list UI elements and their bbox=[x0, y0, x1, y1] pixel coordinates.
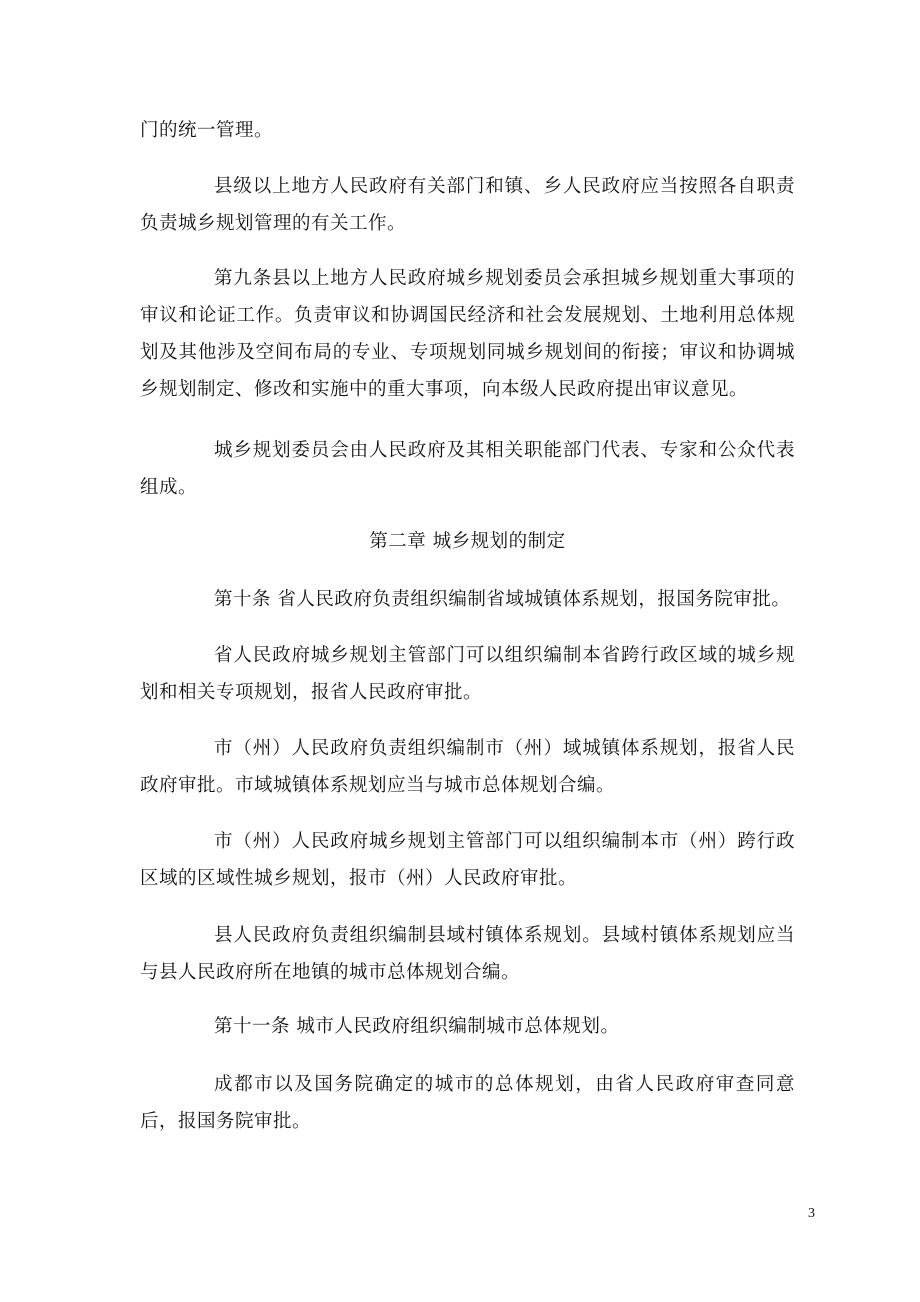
paragraph: 城乡规划委员会由人民政府及其相关职能部门代表、专家和公众代表组成。 bbox=[140, 440, 795, 498]
article-10-paragraph: 第十条 省人民政府负责组织编制省域城镇体系规划，报国务院审批。 bbox=[214, 589, 791, 610]
paragraph: 县级以上地方人民政府有关部门和镇、乡人民政府应当按照各自职责负责城乡规划管理的有关工作。 bbox=[140, 176, 795, 234]
article-9-paragraph: 第九条县以上地方人民政府城乡规划委员会承担城乡规划重大事项的审议和论证工作。负责审议和协调国民经济和社会发展规划、土地利用总体规划及其他涉及空间布局的专业、专项规划同城乡规划间的衔接；审议和协调城乡规划制定、修改和实施中的重大事项，向本级人民政府提出审议意见。 bbox=[140, 268, 795, 400]
paragraph: 省人民政府城乡规划主管部门可以组织编制本省跨行政区域的城乡规划和相关专项规划，报省人民政府审批。 bbox=[140, 645, 795, 703]
paragraph-continuation: 门的统一管理。 bbox=[140, 120, 274, 141]
paragraph: 市（州）人民政府城乡规划主管部门可以组织编制本市（州）跨行政区域的区域性城乡规划，报市（州）人民政府审批。 bbox=[140, 831, 795, 889]
paragraph: 市（州）人民政府负责组织编制市（州）域城镇体系规划，报省人民政府审批。市域城镇体系规划应当与城市总体规划合编。 bbox=[140, 738, 795, 796]
paragraph: 县人民政府负责组织编制县域村镇体系规划。县域村镇体系规划应当与县人民政府所在地镇的城市总体规划合编。 bbox=[140, 925, 795, 983]
page-number: 3 bbox=[808, 1206, 815, 1221]
chapter-heading: 第二章 城乡规划的制定 bbox=[369, 531, 566, 552]
article-11-paragraph: 第十一条 城市人民政府组织编制城市总体规划。 bbox=[214, 1016, 620, 1037]
paragraph: 成都市以及国务院确定的城市的总体规划，由省人民政府审查同意后，报国务院审批。 bbox=[140, 1074, 795, 1132]
